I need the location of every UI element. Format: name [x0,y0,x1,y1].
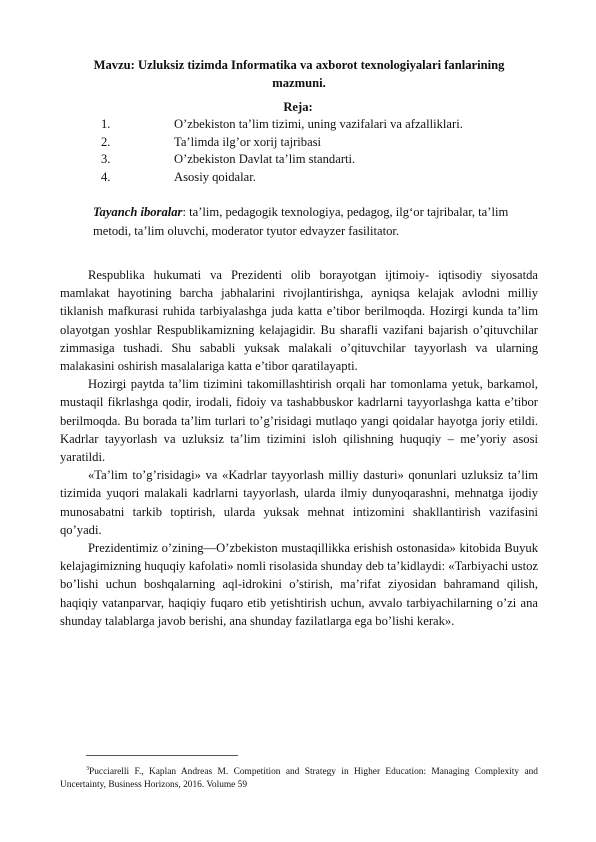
plan-item [101,134,463,152]
plan-item [101,151,463,169]
plan-item-number: 3. [101,152,111,167]
plan-item-number: 1. [101,117,111,131]
body-paragraph: Respublika hukumati va Prezidenti olib borayotgan ijtimoiy- iqtisodiy siyosatda mamlakat hayotining barcha jabhalarini rivojlantirishga, ayniqsa kelajak avlodni milliy tiklanish mafkurasi ruhida tarbiyalashga juda katta e’tibor berilmoqda. Hozirgi kunda ta’lim olayotgan yoshlar Respublikamizning kelajagidir. Bu sharafli vazifani bajarish o’qituvchilar zimmasiga tushadi. Shu sababli yuksak malakali o’qituvchilar tayyorlash va ularning malakasini oshirish masalalariga katta e’tibor qaratilayapti. [60,268,538,374]
keywords-block [93,203,533,240]
plan-item [101,116,463,134]
plan-list [101,116,463,186]
plan-item-text: Ta’limda ilg’or xorij tajribasi [174,134,322,149]
plan-item [101,169,463,187]
title-line-1: Mavzu: Uzluksiz tizimda Informatika va axborot texnologiyalari fanlarining [93,58,505,72]
footnote-mark: 3 [86,766,89,772]
footnote-divider [86,755,238,756]
plan-item-number: 2. [101,134,111,149]
body-paragraph: «Ta’lim to’g’risidagi» va «Kadrlar tayyorlash milliy dasturi» qonunlari uzluksiz ta’lim tizimida yuqori malakali kadrlarni tayyorlash, ularda ilmiy dunyoqarashni, mehnatga ijodiy munosabatni tarkib toptirish, ularda yuksak mehnat intizomini shakllantirish vazifasini qo’yadi. [60,468,538,537]
keywords-text: : ta’lim, pedagogik texnologiya, pedagog, ilg‘or tajribalar, ta’lim metodi, ta’lim oluvchi, moderator tyutor edvayzer fasilitator. [93,205,509,238]
footnote-text: Pucciarelli F., Kaplan Andreas M. Competition and Strategy in Higher Education: Managing Complexity and Uncertainty, Business Horizons, 2016. Volume 59 [60,767,538,791]
body-paragraph: Hozirgi paytda ta’lim tizimini takomillashtirish orqali har tomonlama yetuk, barkamol, mustaqil fikrlashga qodir, irodali, fidoiy va tashabbuskor kadrlarni tayyorlashga katta e’tibor berilmoqda. Bu borada ta’lim turlari to’g’risidagi mutlaqo yangi qoidalar hayotga joriy etildi. Kadrlar tayyorlash va uzluksiz ta’lim tizimini isloh qilishning huquqiy – me’yoriy asosi yaratildi. [60,377,538,465]
body-paragraph: Prezidentimiz o’zining―O’zbekiston mustaqillikka erishish ostonasida» kitobida Buyuk kelajagimizning huquqiy kafolati» nomli risolasida shunday deb ta’kidlaydi: «Tarbiyachi ustoz bo’lishi uchun boshqalarning aql-idrokini o’stirish, ma’rifat ziyosidan bahramand qilish, haqiqiy vatanparvar, haqiqiy fuqaro etib yetishtirish uchun, avvalo tarbiyachilarning o’zi ana shunday talablarga javob berishi, ana shunday fazilatlarga ega bo’lishi kerak». [60,541,538,628]
plan-heading: Reja: [283,100,313,114]
footnote [60,763,538,792]
title-line-2: mazmuni. [272,76,326,90]
plan-item-text: O’zbekiston Davlat ta’lim standarti. [174,152,356,167]
keywords-label: Tayanch iboralar [93,205,183,219]
body-text [60,266,538,630]
plan-item-text: Asosiy qoidalar. [174,169,256,184]
plan-item-number: 4. [101,169,111,184]
plan-item-text: O’zbekiston ta’lim tizimi, uning vazifalari va afzalliklari. [174,117,463,131]
page-title [60,56,538,92]
